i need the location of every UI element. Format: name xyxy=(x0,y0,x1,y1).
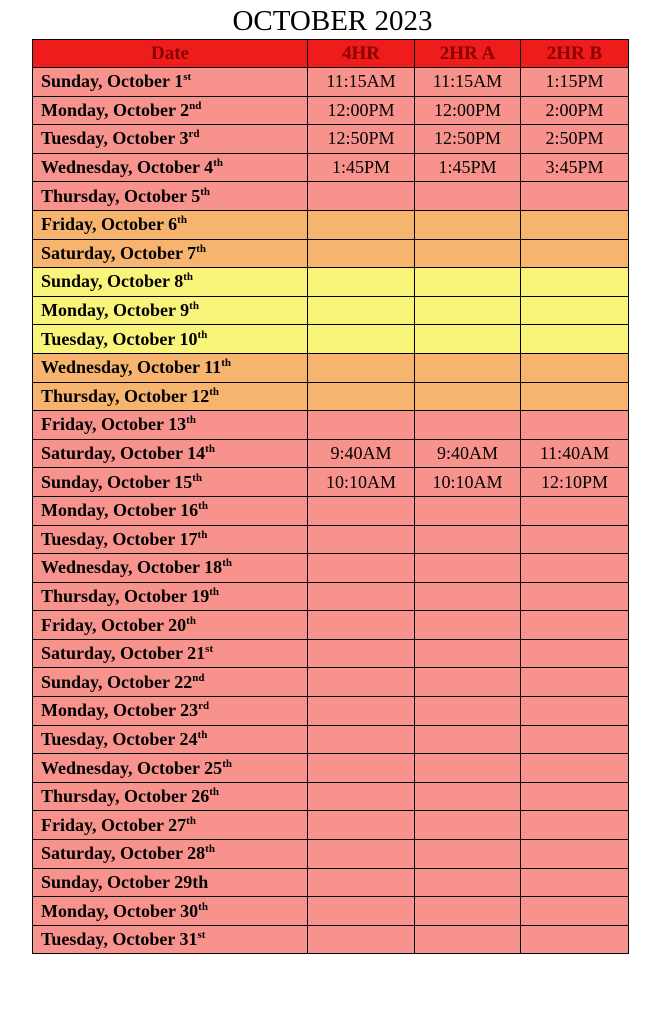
time-2hr-b xyxy=(521,811,629,840)
table-row xyxy=(33,153,629,182)
table-row xyxy=(33,639,629,668)
schedule-table xyxy=(32,39,629,954)
date-cell xyxy=(33,925,308,954)
time-4hr xyxy=(308,725,415,754)
time-2hr-a: 1:45PM xyxy=(415,153,521,182)
date-ordinal-suffix: th xyxy=(205,443,215,456)
date-cell xyxy=(33,496,308,525)
table-row xyxy=(33,68,629,97)
time-4hr: 12:00PM xyxy=(308,96,415,125)
date-ordinal-suffix: th xyxy=(196,242,206,255)
table-row xyxy=(33,782,629,811)
time-4hr xyxy=(308,697,415,726)
time-2hr-a xyxy=(415,496,521,525)
date-ordinal-suffix: th xyxy=(192,471,202,484)
date-cell xyxy=(33,439,308,468)
date-label: Friday, October 13 xyxy=(41,414,187,435)
date-label: Sunday, October 8 xyxy=(41,271,184,292)
time-4hr: 9:40AM xyxy=(308,439,415,468)
table-row xyxy=(33,668,629,697)
date-label: Monday, October 30 xyxy=(41,900,199,921)
date-label: Tuesday, October 3 xyxy=(41,128,189,149)
table-row xyxy=(33,353,629,382)
time-4hr: 1:45PM xyxy=(308,153,415,182)
time-2hr-b xyxy=(521,411,629,440)
date-cell xyxy=(33,68,308,97)
time-2hr-b xyxy=(521,668,629,697)
date-ordinal-suffix: th xyxy=(221,357,231,370)
time-2hr-a xyxy=(415,554,521,583)
date-cell xyxy=(33,325,308,354)
header-date: Date xyxy=(33,40,308,68)
table-row xyxy=(33,325,629,354)
date-cell xyxy=(33,639,308,668)
date-cell xyxy=(33,210,308,239)
table-row xyxy=(33,239,629,268)
time-4hr xyxy=(308,754,415,783)
time-2hr-b xyxy=(521,582,629,611)
date-label: Tuesday, October 17 xyxy=(41,528,198,549)
date-cell xyxy=(33,611,308,640)
table-row xyxy=(33,268,629,297)
time-4hr xyxy=(308,496,415,525)
date-cell xyxy=(33,296,308,325)
time-2hr-a xyxy=(415,210,521,239)
time-2hr-b xyxy=(521,782,629,811)
date-label: Wednesday, October 25 xyxy=(41,757,223,778)
time-2hr-b xyxy=(521,210,629,239)
time-2hr-b xyxy=(521,725,629,754)
date-cell xyxy=(33,754,308,783)
date-ordinal-suffix: st xyxy=(183,71,192,84)
date-label: Thursday, October 19 xyxy=(41,585,210,606)
table-row xyxy=(33,554,629,583)
date-cell xyxy=(33,96,308,125)
time-4hr xyxy=(308,868,415,897)
time-2hr-b xyxy=(521,897,629,926)
date-cell xyxy=(33,153,308,182)
time-2hr-b xyxy=(521,554,629,583)
time-4hr xyxy=(308,239,415,268)
table-row xyxy=(33,182,629,211)
table-row xyxy=(33,754,629,783)
time-2hr-b: 11:40AM xyxy=(521,439,629,468)
time-2hr-b xyxy=(521,353,629,382)
time-2hr-b: 12:10PM xyxy=(521,468,629,497)
table-row xyxy=(33,210,629,239)
time-2hr-a xyxy=(415,582,521,611)
date-cell xyxy=(33,840,308,869)
date-ordinal-suffix: th xyxy=(209,385,219,398)
date-label: Friday, October 6 xyxy=(41,214,178,235)
time-2hr-a xyxy=(415,840,521,869)
date-ordinal-suffix: th xyxy=(222,757,232,770)
table-row xyxy=(33,582,629,611)
time-4hr xyxy=(308,525,415,554)
time-2hr-a xyxy=(415,268,521,297)
date-label: Monday, October 23 xyxy=(41,700,199,721)
date-label: Thursday, October 26 xyxy=(41,786,210,807)
date-label: Wednesday, October 4 xyxy=(41,157,214,178)
date-cell xyxy=(33,239,308,268)
time-2hr-b xyxy=(521,496,629,525)
date-cell xyxy=(33,382,308,411)
date-cell xyxy=(33,525,308,554)
date-ordinal-suffix: th xyxy=(197,528,208,541)
header-4hr: 4HR xyxy=(308,40,415,68)
time-4hr: 12:50PM xyxy=(308,125,415,154)
time-4hr xyxy=(308,582,415,611)
date-cell xyxy=(33,411,308,440)
time-2hr-a xyxy=(415,382,521,411)
date-ordinal-suffix: th xyxy=(213,157,223,170)
date-ordinal-suffix: th xyxy=(198,500,208,513)
time-4hr xyxy=(308,411,415,440)
time-4hr: 10:10AM xyxy=(308,468,415,497)
time-2hr-a xyxy=(415,239,521,268)
time-4hr xyxy=(308,782,415,811)
time-2hr-b xyxy=(521,639,629,668)
time-2hr-a xyxy=(415,725,521,754)
time-4hr xyxy=(308,353,415,382)
time-2hr-a xyxy=(415,925,521,954)
date-cell xyxy=(33,697,308,726)
date-ordinal-suffix: th xyxy=(197,728,208,741)
table-row xyxy=(33,725,629,754)
page-title: OCTOBER 2023 xyxy=(232,5,433,37)
time-2hr-a xyxy=(415,296,521,325)
time-2hr-a: 12:00PM xyxy=(415,96,521,125)
date-label: Tuesday, October 31 xyxy=(41,929,198,950)
table-row xyxy=(33,411,629,440)
time-2hr-b xyxy=(521,754,629,783)
date-cell xyxy=(33,782,308,811)
table-row xyxy=(33,925,629,954)
time-2hr-b xyxy=(521,925,629,954)
time-4hr xyxy=(308,611,415,640)
time-2hr-a: 12:50PM xyxy=(415,125,521,154)
table-row xyxy=(33,96,629,125)
time-4hr xyxy=(308,925,415,954)
date-cell xyxy=(33,725,308,754)
date-cell xyxy=(33,811,308,840)
table-row xyxy=(33,439,629,468)
date-label: Monday, October 2 xyxy=(41,99,190,120)
date-ordinal-suffix: nd xyxy=(189,99,202,112)
time-4hr xyxy=(308,210,415,239)
header-2hr-a: 2HR A xyxy=(415,40,521,68)
time-4hr xyxy=(308,182,415,211)
time-2hr-b xyxy=(521,840,629,869)
time-2hr-a xyxy=(415,411,521,440)
date-ordinal-suffix: st xyxy=(197,929,206,942)
date-label: Sunday, October 29th xyxy=(41,871,209,892)
time-4hr xyxy=(308,268,415,297)
date-cell xyxy=(33,268,308,297)
date-cell xyxy=(33,668,308,697)
time-2hr-a xyxy=(415,697,521,726)
time-2hr-b xyxy=(521,325,629,354)
table-row xyxy=(33,125,629,154)
time-4hr xyxy=(308,668,415,697)
date-label: Wednesday, October 11 xyxy=(41,357,222,378)
date-cell xyxy=(33,582,308,611)
time-2hr-a xyxy=(415,897,521,926)
date-ordinal-suffix: th xyxy=(189,300,199,313)
date-ordinal-suffix: th xyxy=(186,414,196,427)
time-2hr-b xyxy=(521,868,629,897)
date-cell xyxy=(33,554,308,583)
date-label: Wednesday, October 18 xyxy=(41,557,223,578)
time-2hr-b: 2:00PM xyxy=(521,96,629,125)
date-ordinal-suffix: th xyxy=(222,557,232,570)
date-label: Tuesday, October 24 xyxy=(41,728,198,749)
time-2hr-b: 1:15PM xyxy=(521,68,629,97)
time-4hr xyxy=(308,811,415,840)
time-2hr-b: 2:50PM xyxy=(521,125,629,154)
time-4hr xyxy=(308,325,415,354)
date-ordinal-suffix: th xyxy=(209,585,219,598)
time-2hr-a: 11:15AM xyxy=(415,68,521,97)
table-row xyxy=(33,296,629,325)
time-2hr-b xyxy=(521,525,629,554)
date-label: Saturday, October 14 xyxy=(41,443,206,464)
time-4hr xyxy=(308,639,415,668)
time-4hr xyxy=(308,840,415,869)
date-ordinal-suffix: th xyxy=(186,814,196,827)
date-cell xyxy=(33,182,308,211)
schedule-rows xyxy=(33,68,629,954)
date-ordinal-suffix: rd xyxy=(198,700,210,713)
date-label: Sunday, October 15 xyxy=(41,471,193,492)
time-2hr-a xyxy=(415,811,521,840)
date-label: Sunday, October 22 xyxy=(41,671,193,692)
header-row xyxy=(33,40,629,68)
time-2hr-b xyxy=(521,382,629,411)
date-label: Saturday, October 7 xyxy=(41,242,197,263)
date-label: Monday, October 16 xyxy=(41,500,199,521)
table-row xyxy=(33,811,629,840)
table-row xyxy=(33,868,629,897)
time-2hr-a xyxy=(415,639,521,668)
time-2hr-a xyxy=(415,611,521,640)
date-cell xyxy=(33,125,308,154)
date-ordinal-suffix: th xyxy=(183,271,193,284)
date-cell xyxy=(33,468,308,497)
time-2hr-b xyxy=(521,182,629,211)
time-2hr-a xyxy=(415,754,521,783)
time-4hr xyxy=(308,296,415,325)
date-ordinal-suffix: th xyxy=(197,328,208,341)
time-2hr-b xyxy=(521,268,629,297)
date-label: Saturday, October 28 xyxy=(41,843,206,864)
time-4hr: 11:15AM xyxy=(308,68,415,97)
table-row xyxy=(33,382,629,411)
date-label: Sunday, October 1 xyxy=(41,71,184,92)
time-2hr-a xyxy=(415,353,521,382)
date-ordinal-suffix: th xyxy=(177,214,187,227)
time-2hr-b xyxy=(521,296,629,325)
time-2hr-b: 3:45PM xyxy=(521,153,629,182)
table-row xyxy=(33,840,629,869)
time-2hr-a xyxy=(415,525,521,554)
table-row xyxy=(33,468,629,497)
date-ordinal-suffix: th xyxy=(209,786,219,799)
time-2hr-a xyxy=(415,868,521,897)
time-2hr-a: 9:40AM xyxy=(415,439,521,468)
date-label: Friday, October 20 xyxy=(41,614,187,635)
time-4hr xyxy=(308,897,415,926)
table-row xyxy=(33,525,629,554)
time-2hr-a xyxy=(415,325,521,354)
time-2hr-b xyxy=(521,611,629,640)
time-2hr-a: 10:10AM xyxy=(415,468,521,497)
date-ordinal-suffix: rd xyxy=(188,128,200,141)
time-4hr xyxy=(308,554,415,583)
date-label: Thursday, October 5 xyxy=(41,185,201,206)
date-cell xyxy=(33,353,308,382)
table-row xyxy=(33,496,629,525)
date-label: Friday, October 27 xyxy=(41,814,187,835)
time-2hr-a xyxy=(415,668,521,697)
time-2hr-b xyxy=(521,239,629,268)
date-ordinal-suffix: st xyxy=(205,643,214,656)
date-ordinal-suffix: th xyxy=(186,614,196,627)
table-row xyxy=(33,697,629,726)
table-row xyxy=(33,611,629,640)
date-label: Thursday, October 12 xyxy=(41,385,210,406)
date-ordinal-suffix: th xyxy=(200,185,210,198)
date-cell xyxy=(33,897,308,926)
header-2hr-b: 2HR B xyxy=(521,40,629,68)
date-cell xyxy=(33,868,308,897)
time-4hr xyxy=(308,382,415,411)
time-2hr-a xyxy=(415,182,521,211)
time-2hr-b xyxy=(521,697,629,726)
table-row xyxy=(33,897,629,926)
date-ordinal-suffix: nd xyxy=(192,671,205,684)
date-label: Tuesday, October 10 xyxy=(41,328,198,349)
time-2hr-a xyxy=(415,782,521,811)
date-ordinal-suffix: th xyxy=(205,843,215,856)
date-ordinal-suffix: th xyxy=(198,900,208,913)
date-label: Saturday, October 21 xyxy=(41,643,206,664)
date-label: Monday, October 9 xyxy=(41,300,190,321)
